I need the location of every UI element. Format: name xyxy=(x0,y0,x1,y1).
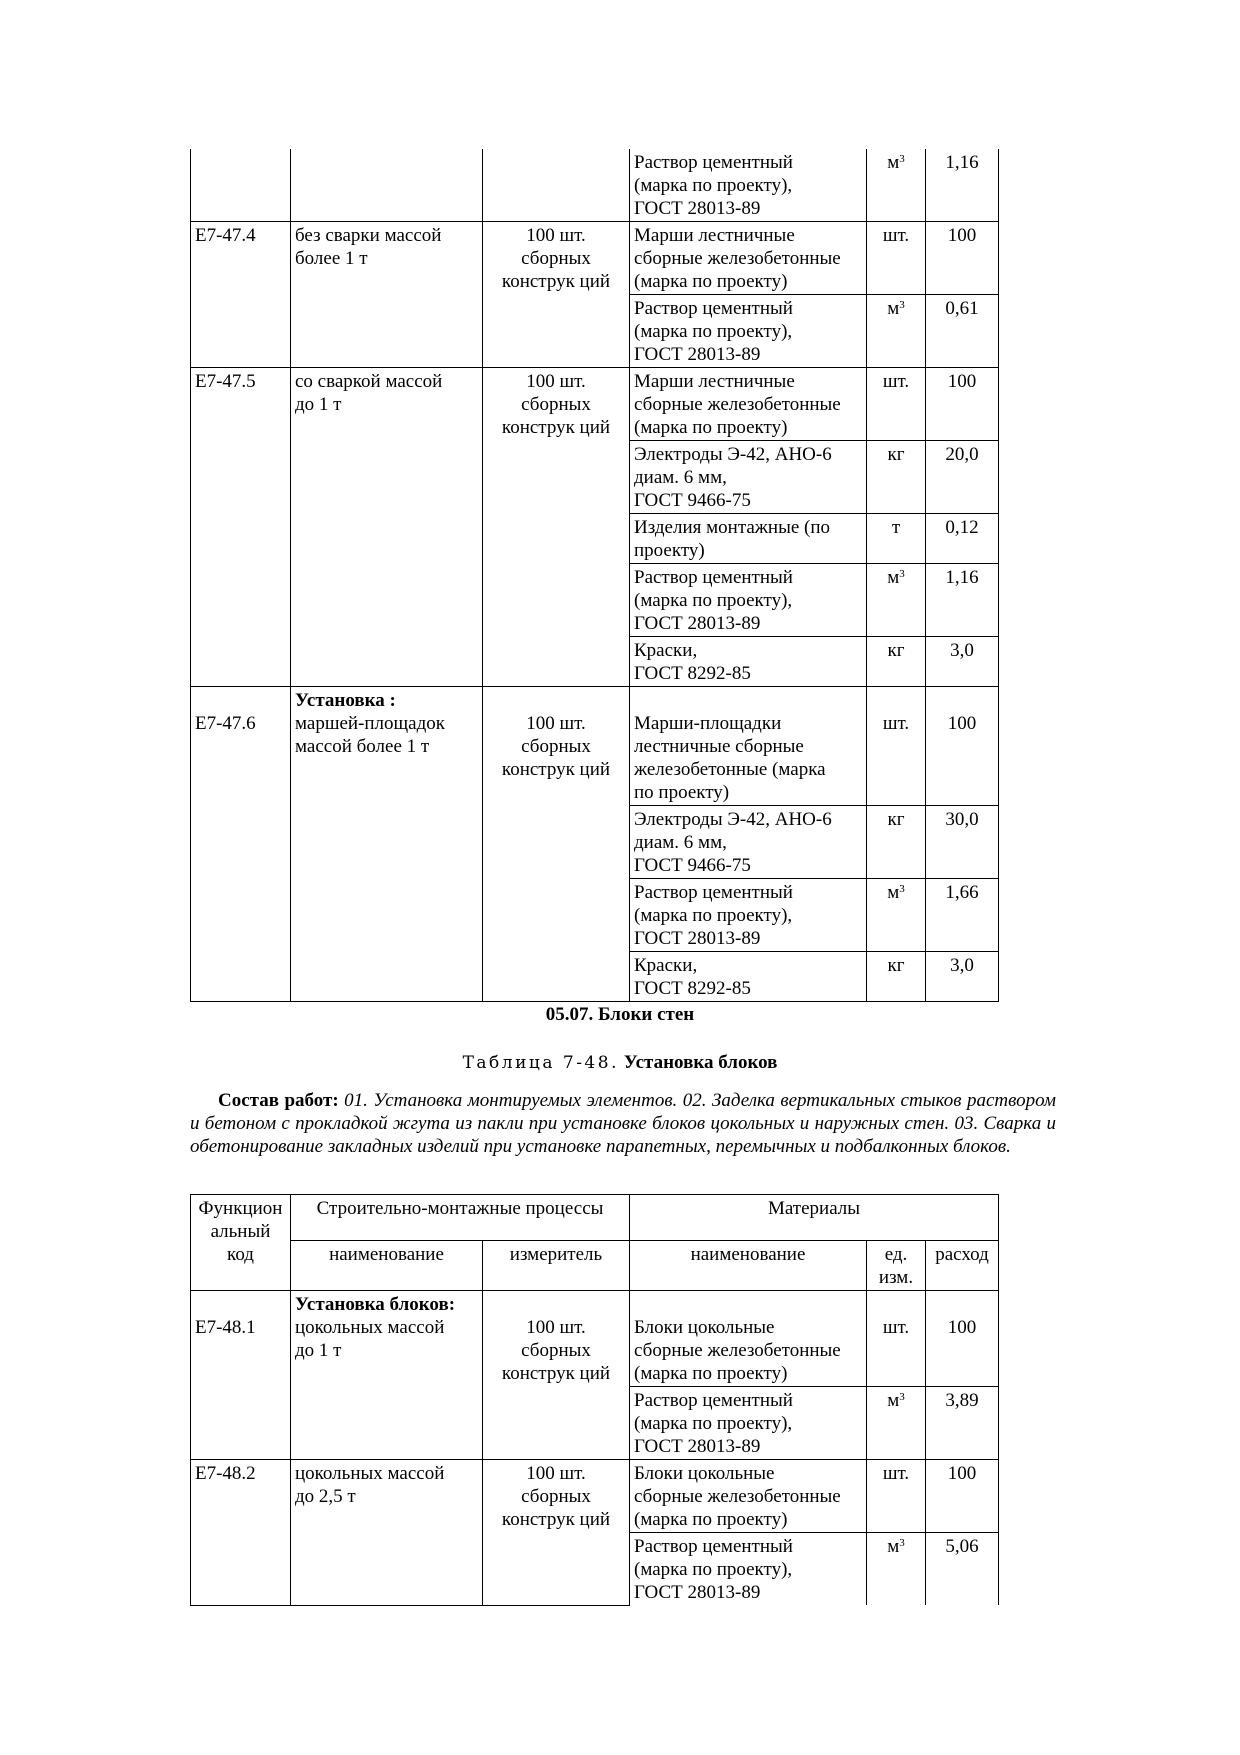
process-name-heading: Установка : xyxy=(295,690,396,711)
unit-text: т xyxy=(891,517,901,538)
process-name xyxy=(291,368,483,687)
unit-superscript: 3 xyxy=(899,153,905,165)
unit-text: шт. xyxy=(882,1463,910,1484)
material-quantity: 3,89 xyxy=(926,1387,999,1460)
process-name xyxy=(291,222,483,368)
header-mat-name: наименование xyxy=(630,1241,867,1291)
material-unit xyxy=(867,222,926,295)
functional-code: Е7-47.4 xyxy=(191,222,291,368)
material-unit xyxy=(867,687,926,806)
unit-superscript: 3 xyxy=(899,299,905,311)
process-name-text: без сварки массой более 1 т xyxy=(295,225,442,269)
functional-code: Е7-48.1 xyxy=(191,1291,291,1460)
material-quantity: 100 xyxy=(926,1460,999,1533)
material-quantity: 100 xyxy=(926,687,999,806)
material-quantity: 30,0 xyxy=(926,806,999,879)
material-name: Блоки цокольные сборные железобетонные (марка по проекту) xyxy=(630,1291,867,1387)
material-quantity: 100 xyxy=(926,368,999,441)
material-unit xyxy=(867,564,926,637)
composition-text: 01. Установка монтируемых элементов. 02. Заделка вертикальных стыков раствором и бетоном с прокладкой жгута из пакли при установке блоков цокольных и наружных стен. 03. Сварка и обетонирование закладных изделий при установке парапетных, перемычных и подбалконных блоков. xyxy=(190,1090,1056,1157)
table-caption-title: Установка блоков xyxy=(623,1052,778,1073)
table-caption xyxy=(0,1052,1240,1074)
material-quantity: 1,66 xyxy=(926,879,999,952)
process-name xyxy=(291,149,483,222)
unit-text: шт. xyxy=(882,225,910,246)
material-unit xyxy=(867,1291,926,1387)
material-unit xyxy=(867,295,926,368)
unit-text: м xyxy=(887,1390,900,1411)
unit-text: кг xyxy=(887,955,905,976)
material-name: Марши-площадки лестничные сборные железобетонные (марка по проекту) xyxy=(630,687,867,806)
process-meter xyxy=(483,149,630,222)
header-code: Функцион альный код xyxy=(191,1195,291,1291)
material-quantity: 3,0 xyxy=(926,637,999,687)
table-row xyxy=(191,368,999,441)
material-quantity: 20,0 xyxy=(926,441,999,514)
material-unit xyxy=(867,441,926,514)
header-unit: ед. изм. xyxy=(867,1241,926,1291)
material-quantity: 100 xyxy=(926,222,999,295)
material-unit xyxy=(867,806,926,879)
header-row xyxy=(191,1195,999,1241)
functional-code: Е7-48.2 xyxy=(191,1460,291,1606)
process-name-text: цокольных массой до 1 т xyxy=(295,1317,445,1361)
material-unit xyxy=(867,637,926,687)
functional-code: Е7-47.5 xyxy=(191,368,291,687)
unit-text: шт. xyxy=(882,713,910,734)
unit-text: м xyxy=(887,567,900,588)
section-title: 05.07. Блоки стен xyxy=(545,1004,695,1025)
material-name: Изделия монтажные (по проекту) xyxy=(630,514,867,564)
material-unit xyxy=(867,1460,926,1533)
material-unit xyxy=(867,368,926,441)
material-name: Раствор цементный (марка по проекту), ГОСТ 28013-89 xyxy=(630,564,867,637)
material-quantity: 3,0 xyxy=(926,952,999,1002)
process-name-text: со сваркой массой до 1 т xyxy=(295,371,443,415)
work-composition xyxy=(190,1089,1056,1158)
material-name: Краски, ГОСТ 8292-85 xyxy=(630,637,867,687)
table-caption-prefix: Таблица 7-48. xyxy=(462,1053,619,1073)
process-meter: 100 шт. сборных конструк ций xyxy=(483,1291,630,1460)
header-qty: расход xyxy=(926,1241,999,1291)
header-processes: Строительно-монтажные процессы xyxy=(291,1195,630,1241)
material-quantity: 0,61 xyxy=(926,295,999,368)
unit-superscript: 3 xyxy=(899,1537,905,1549)
process-meter: 100 шт. сборных конструк ций xyxy=(483,1460,630,1606)
unit-superscript: 3 xyxy=(899,883,905,895)
material-name: Марши лестничные сборные железобетонные (марка по проекту) xyxy=(630,368,867,441)
table-row xyxy=(191,687,999,806)
unit-text: м xyxy=(887,298,900,319)
material-unit xyxy=(867,879,926,952)
material-name: Электроды Э-42, АНО-6 диам. 6 мм, ГОСТ 9466-75 xyxy=(630,441,867,514)
process-name xyxy=(291,687,483,1002)
unit-text: кг xyxy=(887,640,905,661)
unit-text: м xyxy=(887,152,900,173)
unit-text: шт. xyxy=(882,1317,910,1338)
process-name-text: маршей-площадок массой более 1 т xyxy=(295,713,445,757)
material-unit xyxy=(867,1387,926,1460)
material-quantity: 1,16 xyxy=(926,149,999,222)
material-name: Раствор цементный (марка по проекту), ГОСТ 28013-89 xyxy=(630,879,867,952)
composition-label: Состав работ: xyxy=(218,1090,339,1111)
process-name-heading: Установка блоков: xyxy=(295,1294,456,1315)
header-materials: Материалы xyxy=(630,1195,999,1241)
material-unit xyxy=(867,1533,926,1606)
material-unit xyxy=(867,149,926,222)
unit-text: кг xyxy=(887,809,905,830)
process-name xyxy=(291,1460,483,1606)
unit-superscript: 3 xyxy=(899,1391,905,1403)
material-quantity: 0,12 xyxy=(926,514,999,564)
material-quantity: 100 xyxy=(926,1291,999,1387)
material-name: Блоки цокольные сборные железобетонные (марка по проекту) xyxy=(630,1460,867,1533)
header-name: наименование xyxy=(291,1241,483,1291)
process-meter: 100 шт. сборных конструк ций xyxy=(483,687,630,1002)
material-name: Краски, ГОСТ 8292-85 xyxy=(630,952,867,1002)
material-name: Электроды Э-42, АНО-6 диам. 6 мм, ГОСТ 9466-75 xyxy=(630,806,867,879)
material-unit xyxy=(867,514,926,564)
functional-code: Е7-47.6 xyxy=(191,687,291,1002)
process-name xyxy=(291,1291,483,1460)
material-name: Раствор цементный (марка по проекту), ГОСТ 28013-89 xyxy=(630,149,867,222)
material-name: Раствор цементный (марка по проекту), ГОСТ 28013-89 xyxy=(630,1533,867,1606)
header-meter: измеритель xyxy=(483,1241,630,1291)
material-name: Раствор цементный (марка по проекту), ГОСТ 28013-89 xyxy=(630,1387,867,1460)
table-row xyxy=(191,222,999,295)
header-subrow xyxy=(191,1241,999,1291)
unit-superscript: 3 xyxy=(899,568,905,580)
process-meter: 100 шт. сборных конструк ций xyxy=(483,368,630,687)
material-unit xyxy=(867,952,926,1002)
table-48 xyxy=(190,1194,999,1606)
unit-text: м xyxy=(887,882,900,903)
table-row xyxy=(191,1460,999,1533)
table-row xyxy=(191,1291,999,1387)
material-name: Марши лестничные сборные железобетонные (марка по проекту) xyxy=(630,222,867,295)
table-47-continued xyxy=(190,149,999,1002)
process-meter: 100 шт. сборных конструк ций xyxy=(483,222,630,368)
unit-text: шт. xyxy=(882,371,910,392)
process-name-text: цокольных массой до 2,5 т xyxy=(295,1463,445,1507)
functional-code xyxy=(191,149,291,222)
table-row xyxy=(191,149,999,222)
material-quantity: 5,06 xyxy=(926,1533,999,1606)
material-quantity: 1,16 xyxy=(926,564,999,637)
unit-text: м xyxy=(887,1536,900,1557)
unit-text: кг xyxy=(887,444,905,465)
material-name: Раствор цементный (марка по проекту), ГОСТ 28013-89 xyxy=(630,295,867,368)
